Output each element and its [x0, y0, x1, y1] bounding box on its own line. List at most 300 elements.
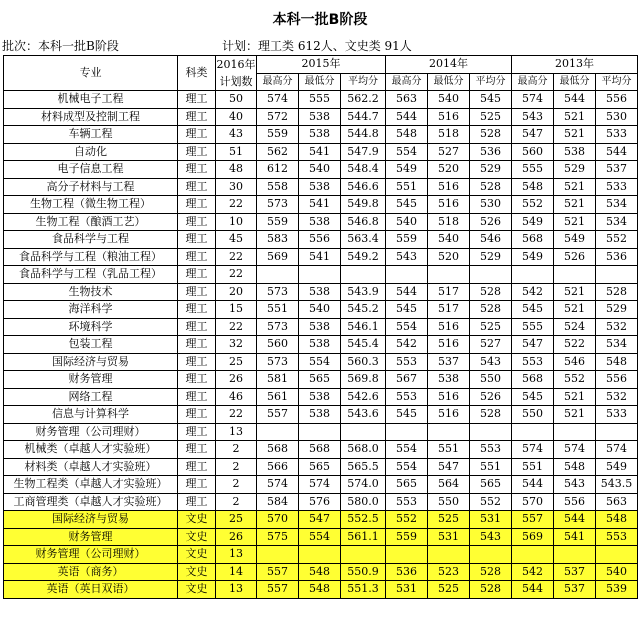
cell-2014-max: [386, 266, 428, 284]
cell-major: 自动化: [4, 143, 178, 161]
cell-plan: 26: [216, 528, 257, 546]
cell-2015-avg: 574.0: [341, 476, 386, 494]
cell-2014-avg: 526: [470, 213, 512, 231]
cell-2013-min: 521: [554, 178, 596, 196]
cell-2013-max: 548: [512, 178, 554, 196]
header-plan2016-year: 2016年: [216, 58, 256, 71]
cell-2014-max: 554: [386, 318, 428, 336]
cell-type: 理工: [178, 248, 216, 266]
cell-2015-max: 573: [257, 196, 299, 214]
header-2015-min: 最低分: [299, 73, 341, 91]
cell-2015-avg: [341, 266, 386, 284]
cell-2015-min: [299, 423, 341, 441]
cell-2013-min: [554, 266, 596, 284]
cell-2014-min: 527: [428, 143, 470, 161]
cell-2013-avg: 574: [596, 441, 638, 459]
cell-2014-min: 516: [428, 196, 470, 214]
table-row: [4, 458, 638, 476]
cell-2014-max: 552: [386, 511, 428, 529]
cell-plan: 14: [216, 563, 257, 581]
cell-2015-min: 554: [299, 528, 341, 546]
table-row: [4, 108, 638, 126]
cell-2013-max: 574: [512, 441, 554, 459]
cell-major: 海洋科学: [4, 301, 178, 319]
cell-2015-max: 558: [257, 178, 299, 196]
cell-plan: 46: [216, 388, 257, 406]
cell-2014-avg: 525: [470, 108, 512, 126]
cell-2013-min: 548: [554, 458, 596, 476]
header-2014-min: 最低分: [428, 73, 470, 91]
cell-2014-max: [386, 423, 428, 441]
cell-plan: 40: [216, 108, 257, 126]
cell-2014-min: 538: [428, 371, 470, 389]
cell-2013-max: 549: [512, 248, 554, 266]
header-2015-avg: 平均分: [341, 73, 386, 91]
cell-2014-max: 553: [386, 353, 428, 371]
cell-2015-min: 538: [299, 388, 341, 406]
cell-2014-max: 554: [386, 458, 428, 476]
cell-2014-min: [428, 266, 470, 284]
cell-2014-avg: 531: [470, 511, 512, 529]
cell-major: 材料类（卓越人才实验班）: [4, 458, 178, 476]
header-2015-max: 最高分: [257, 73, 299, 91]
cell-2014-avg: 543: [470, 353, 512, 371]
cell-2014-avg: 545: [470, 91, 512, 109]
cell-type: 理工: [178, 388, 216, 406]
cell-2015-max: 574: [257, 91, 299, 109]
cell-2013-avg: 533: [596, 178, 638, 196]
cell-2014-avg: 529: [470, 161, 512, 179]
cell-2015-min: 538: [299, 126, 341, 144]
cell-2013-min: 537: [554, 563, 596, 581]
cell-2015-avg: 580.0: [341, 493, 386, 511]
cell-2015-max: 560: [257, 336, 299, 354]
table-row: [4, 388, 638, 406]
cell-2013-avg: 534: [596, 196, 638, 214]
cell-2014-avg: 565: [470, 476, 512, 494]
cell-type: 理工: [178, 476, 216, 494]
cell-2013-avg: 549: [596, 458, 638, 476]
cell-2014-avg: 526: [470, 388, 512, 406]
cell-2014-max: 544: [386, 108, 428, 126]
header-2013-min: 最低分: [554, 73, 596, 91]
cell-major: 财务管理（公司理财）: [4, 423, 178, 441]
cell-2015-max: [257, 266, 299, 284]
cell-2013-avg: [596, 546, 638, 564]
cell-type: 理工: [178, 371, 216, 389]
cell-2015-max: 569: [257, 248, 299, 266]
cell-2013-min: 543: [554, 476, 596, 494]
table-row: [4, 441, 638, 459]
cell-2015-avg: 546.1: [341, 318, 386, 336]
cell-2014-min: [428, 546, 470, 564]
header-2013-avg: 平均分: [596, 73, 638, 91]
cell-2015-min: 540: [299, 301, 341, 319]
cell-2015-avg: 568.0: [341, 441, 386, 459]
cell-2014-max: 531: [386, 581, 428, 599]
cell-2015-max: 568: [257, 441, 299, 459]
cell-2013-min: 526: [554, 248, 596, 266]
cell-2013-max: 553: [512, 353, 554, 371]
cell-2013-avg: 548: [596, 511, 638, 529]
cell-2014-avg: [470, 423, 512, 441]
cell-plan: 2: [216, 476, 257, 494]
cell-2015-avg: 565.5: [341, 458, 386, 476]
cell-2015-min: 538: [299, 406, 341, 424]
cell-2014-avg: 546: [470, 231, 512, 249]
cell-2015-min: 540: [299, 161, 341, 179]
cell-2014-min: 531: [428, 528, 470, 546]
cell-plan: 22: [216, 406, 257, 424]
table-row: [4, 371, 638, 389]
cell-type: 理工: [178, 143, 216, 161]
cell-2013-min: 544: [554, 511, 596, 529]
cell-type: 文史: [178, 581, 216, 599]
table-row: [4, 528, 638, 546]
cell-2014-max: 554: [386, 441, 428, 459]
cell-2013-max: 555: [512, 318, 554, 336]
table-row: [4, 231, 638, 249]
cell-type: 理工: [178, 406, 216, 424]
cell-type: 理工: [178, 301, 216, 319]
cell-2013-max: 543: [512, 108, 554, 126]
cell-2015-avg: 545.2: [341, 301, 386, 319]
header-year-2015: 2015年: [257, 56, 386, 74]
cell-2015-avg: 544.8: [341, 126, 386, 144]
cell-plan: 25: [216, 511, 257, 529]
table-row: [4, 423, 638, 441]
cell-2015-max: 551: [257, 301, 299, 319]
cell-2013-min: 522: [554, 336, 596, 354]
cell-2015-avg: 561.1: [341, 528, 386, 546]
cell-2015-avg: 562.2: [341, 91, 386, 109]
table-row: [4, 266, 638, 284]
cell-2014-min: 516: [428, 388, 470, 406]
cell-2013-min: 552: [554, 371, 596, 389]
cell-2013-avg: 534: [596, 213, 638, 231]
cell-2013-avg: 544: [596, 143, 638, 161]
cell-2015-avg: 569.8: [341, 371, 386, 389]
cell-plan: 26: [216, 371, 257, 389]
cell-2013-max: 545: [512, 301, 554, 319]
cell-2013-min: 521: [554, 108, 596, 126]
cell-plan: 22: [216, 248, 257, 266]
cell-2015-avg: 552.5: [341, 511, 386, 529]
cell-plan: 2: [216, 493, 257, 511]
header-plan2016: [216, 56, 257, 91]
header-2014-avg: 平均分: [470, 73, 512, 91]
cell-2015-max: 566: [257, 458, 299, 476]
cell-type: 理工: [178, 441, 216, 459]
cell-2015-max: [257, 423, 299, 441]
cell-plan: 48: [216, 161, 257, 179]
cell-2014-min: 520: [428, 248, 470, 266]
cell-2013-avg: 552: [596, 231, 638, 249]
cell-plan: 45: [216, 231, 257, 249]
table-row: [4, 178, 638, 196]
cell-2015-max: 559: [257, 126, 299, 144]
cell-2015-max: 557: [257, 406, 299, 424]
cell-2015-avg: 545.4: [341, 336, 386, 354]
cell-2013-avg: [596, 423, 638, 441]
cell-2015-max: 572: [257, 108, 299, 126]
cell-2014-avg: 528: [470, 126, 512, 144]
cell-2013-avg: 540: [596, 563, 638, 581]
cell-2013-avg: 539: [596, 581, 638, 599]
cell-2015-avg: 560.3: [341, 353, 386, 371]
cell-2015-max: 612: [257, 161, 299, 179]
cell-2015-max: 561: [257, 388, 299, 406]
cell-2014-avg: 528: [470, 178, 512, 196]
cell-plan: 43: [216, 126, 257, 144]
cell-2014-max: [386, 546, 428, 564]
cell-2014-avg: 528: [470, 406, 512, 424]
cell-2015-avg: 546.8: [341, 213, 386, 231]
cell-major: 电子信息工程: [4, 161, 178, 179]
cell-2014-min: 518: [428, 126, 470, 144]
header-major: 专业: [4, 56, 178, 91]
cell-2013-avg: 553: [596, 528, 638, 546]
cell-2013-min: 521: [554, 283, 596, 301]
cell-major: 材料成型及控制工程: [4, 108, 178, 126]
header-2014-max: 最高分: [386, 73, 428, 91]
table-row: [4, 283, 638, 301]
cell-2014-max: 540: [386, 213, 428, 231]
page-title: 本科一批B阶段: [272, 12, 368, 28]
cell-2013-avg: [596, 266, 638, 284]
cell-2013-max: 569: [512, 528, 554, 546]
cell-plan: 13: [216, 546, 257, 564]
cell-2014-avg: 528: [470, 563, 512, 581]
cell-2014-avg: 552: [470, 493, 512, 511]
cell-2014-avg: 550: [470, 371, 512, 389]
cell-2014-avg: 529: [470, 248, 512, 266]
cell-2015-max: 584: [257, 493, 299, 511]
cell-type: 理工: [178, 283, 216, 301]
cell-2015-min: 548: [299, 581, 341, 599]
table-row: [4, 196, 638, 214]
cell-2013-avg: 548: [596, 353, 638, 371]
table-row: [4, 336, 638, 354]
cell-type: 理工: [178, 336, 216, 354]
cell-2014-max: 545: [386, 406, 428, 424]
cell-type: 理工: [178, 196, 216, 214]
cell-major: 生物工程（微生物工程）: [4, 196, 178, 214]
cell-2013-max: 568: [512, 231, 554, 249]
cell-plan: 51: [216, 143, 257, 161]
cell-2014-max: 543: [386, 248, 428, 266]
cell-plan: 13: [216, 423, 257, 441]
cell-2013-max: 544: [512, 476, 554, 494]
cell-2013-max: 544: [512, 581, 554, 599]
cell-2013-min: 521: [554, 213, 596, 231]
cell-type: 理工: [178, 231, 216, 249]
header-2013-max: 最高分: [512, 73, 554, 91]
cell-2015-min: 568: [299, 441, 341, 459]
cell-2014-max: 553: [386, 388, 428, 406]
cell-2013-max: 560: [512, 143, 554, 161]
cell-2014-min: 564: [428, 476, 470, 494]
cell-2013-max: 549: [512, 213, 554, 231]
cell-2015-min: 541: [299, 196, 341, 214]
cell-2013-max: 555: [512, 161, 554, 179]
cell-major: 车辆工程: [4, 126, 178, 144]
cell-2014-max: 563: [386, 91, 428, 109]
cell-major: 高分子材料与工程: [4, 178, 178, 196]
cell-2015-min: 538: [299, 178, 341, 196]
cell-major: 生物工程类（卓越人才实验班）: [4, 476, 178, 494]
cell-major: 包装工程: [4, 336, 178, 354]
table-row: [4, 126, 638, 144]
cell-2013-avg: 528: [596, 283, 638, 301]
table-body: [4, 91, 638, 599]
cell-type: 理工: [178, 458, 216, 476]
cell-2014-min: 517: [428, 301, 470, 319]
cell-2013-avg: 537: [596, 161, 638, 179]
cell-2014-min: 537: [428, 353, 470, 371]
cell-2015-max: 557: [257, 581, 299, 599]
cell-2014-min: 516: [428, 336, 470, 354]
cell-type: 理工: [178, 91, 216, 109]
cell-2013-min: 549: [554, 231, 596, 249]
cell-2015-avg: 546.6: [341, 178, 386, 196]
cell-2013-max: 550: [512, 406, 554, 424]
cell-plan: 22: [216, 318, 257, 336]
cell-2014-avg: 528: [470, 301, 512, 319]
cell-2015-max: [257, 546, 299, 564]
cell-2013-avg: 530: [596, 108, 638, 126]
cell-major: 环境科学: [4, 318, 178, 336]
cell-2014-max: 544: [386, 283, 428, 301]
table-row: [4, 581, 638, 599]
meta-line: [0, 37, 640, 55]
cell-major: 生物技术: [4, 283, 178, 301]
header-year-2013: 2013年: [512, 56, 638, 74]
cell-2015-avg: [341, 546, 386, 564]
cell-major: 财务管理: [4, 371, 178, 389]
cell-type: 理工: [178, 423, 216, 441]
header-plan2016-label: 计划数: [219, 75, 253, 88]
table-row: [4, 546, 638, 564]
cell-major: 生物工程（酿酒工艺）: [4, 213, 178, 231]
cell-major: 机械电子工程: [4, 91, 178, 109]
cell-type: 理工: [178, 493, 216, 511]
cell-2014-avg: 525: [470, 318, 512, 336]
cell-plan: 22: [216, 266, 257, 284]
cell-2014-min: 551: [428, 441, 470, 459]
cell-2014-avg: 530: [470, 196, 512, 214]
cell-2013-avg: 529: [596, 301, 638, 319]
cell-2015-avg: 543.9: [341, 283, 386, 301]
cell-2013-avg: 563: [596, 493, 638, 511]
cell-2015-avg: 549.2: [341, 248, 386, 266]
table-row: [4, 563, 638, 581]
table-row: [4, 511, 638, 529]
cell-2014-avg: 551: [470, 458, 512, 476]
cell-2013-avg: 533: [596, 406, 638, 424]
cell-2014-avg: 527: [470, 336, 512, 354]
cell-2013-min: 538: [554, 143, 596, 161]
cell-2013-max: [512, 546, 554, 564]
table-row: [4, 406, 638, 424]
cell-2015-min: 576: [299, 493, 341, 511]
cell-type: 文史: [178, 528, 216, 546]
cell-2015-min: 574: [299, 476, 341, 494]
cell-2014-min: 518: [428, 213, 470, 231]
cell-2014-avg: 553: [470, 441, 512, 459]
admission-score-table: [3, 55, 638, 599]
cell-2013-avg: 532: [596, 318, 638, 336]
table-row: [4, 318, 638, 336]
cell-2014-max: 553: [386, 493, 428, 511]
cell-plan: 10: [216, 213, 257, 231]
cell-2015-avg: 549.8: [341, 196, 386, 214]
cell-plan: 32: [216, 336, 257, 354]
table-row: [4, 161, 638, 179]
cell-2013-avg: 543.5: [596, 476, 638, 494]
cell-2015-min: 556: [299, 231, 341, 249]
cell-2013-min: 574: [554, 441, 596, 459]
cell-2014-min: 523: [428, 563, 470, 581]
cell-2014-avg: 536: [470, 143, 512, 161]
cell-type: 理工: [178, 108, 216, 126]
cell-2015-min: 547: [299, 511, 341, 529]
cell-2015-max: 574: [257, 476, 299, 494]
cell-2015-min: 554: [299, 353, 341, 371]
cell-2014-min: [428, 423, 470, 441]
cell-2013-max: 547: [512, 336, 554, 354]
cell-2013-avg: 534: [596, 336, 638, 354]
cell-2014-min: 516: [428, 318, 470, 336]
cell-2013-avg: 533: [596, 126, 638, 144]
batch-label: 批次：本科一批B阶段: [2, 39, 119, 53]
cell-2015-avg: 547.9: [341, 143, 386, 161]
cell-2015-min: 538: [299, 336, 341, 354]
cell-type: 文史: [178, 546, 216, 564]
cell-2013-max: 542: [512, 563, 554, 581]
cell-2014-min: 525: [428, 511, 470, 529]
cell-2013-min: 521: [554, 388, 596, 406]
cell-plan: 15: [216, 301, 257, 319]
plan-label: 计划：理工类 612人、文史类 91人: [222, 39, 412, 53]
table-row: [4, 476, 638, 494]
cell-plan: 20: [216, 283, 257, 301]
cell-2013-min: 521: [554, 126, 596, 144]
cell-2013-max: 542: [512, 283, 554, 301]
cell-type: 理工: [178, 318, 216, 336]
cell-2015-min: 538: [299, 213, 341, 231]
cell-type: 理工: [178, 353, 216, 371]
cell-2014-max: 565: [386, 476, 428, 494]
cell-2014-avg: 528: [470, 283, 512, 301]
cell-2013-min: [554, 546, 596, 564]
cell-2015-max: 559: [257, 213, 299, 231]
cell-plan: 2: [216, 458, 257, 476]
cell-type: 理工: [178, 266, 216, 284]
header-type: 科类: [178, 56, 216, 91]
cell-major: 食品科学与工程（乳品工程）: [4, 266, 178, 284]
cell-major: 国际经济与贸易: [4, 353, 178, 371]
cell-2013-avg: 536: [596, 248, 638, 266]
cell-plan: 30: [216, 178, 257, 196]
cell-major: 网络工程: [4, 388, 178, 406]
table-row: [4, 91, 638, 109]
cell-2015-avg: 543.6: [341, 406, 386, 424]
cell-2013-min: 521: [554, 196, 596, 214]
cell-2014-max: 545: [386, 301, 428, 319]
table-row: [4, 301, 638, 319]
cell-2014-min: 540: [428, 91, 470, 109]
